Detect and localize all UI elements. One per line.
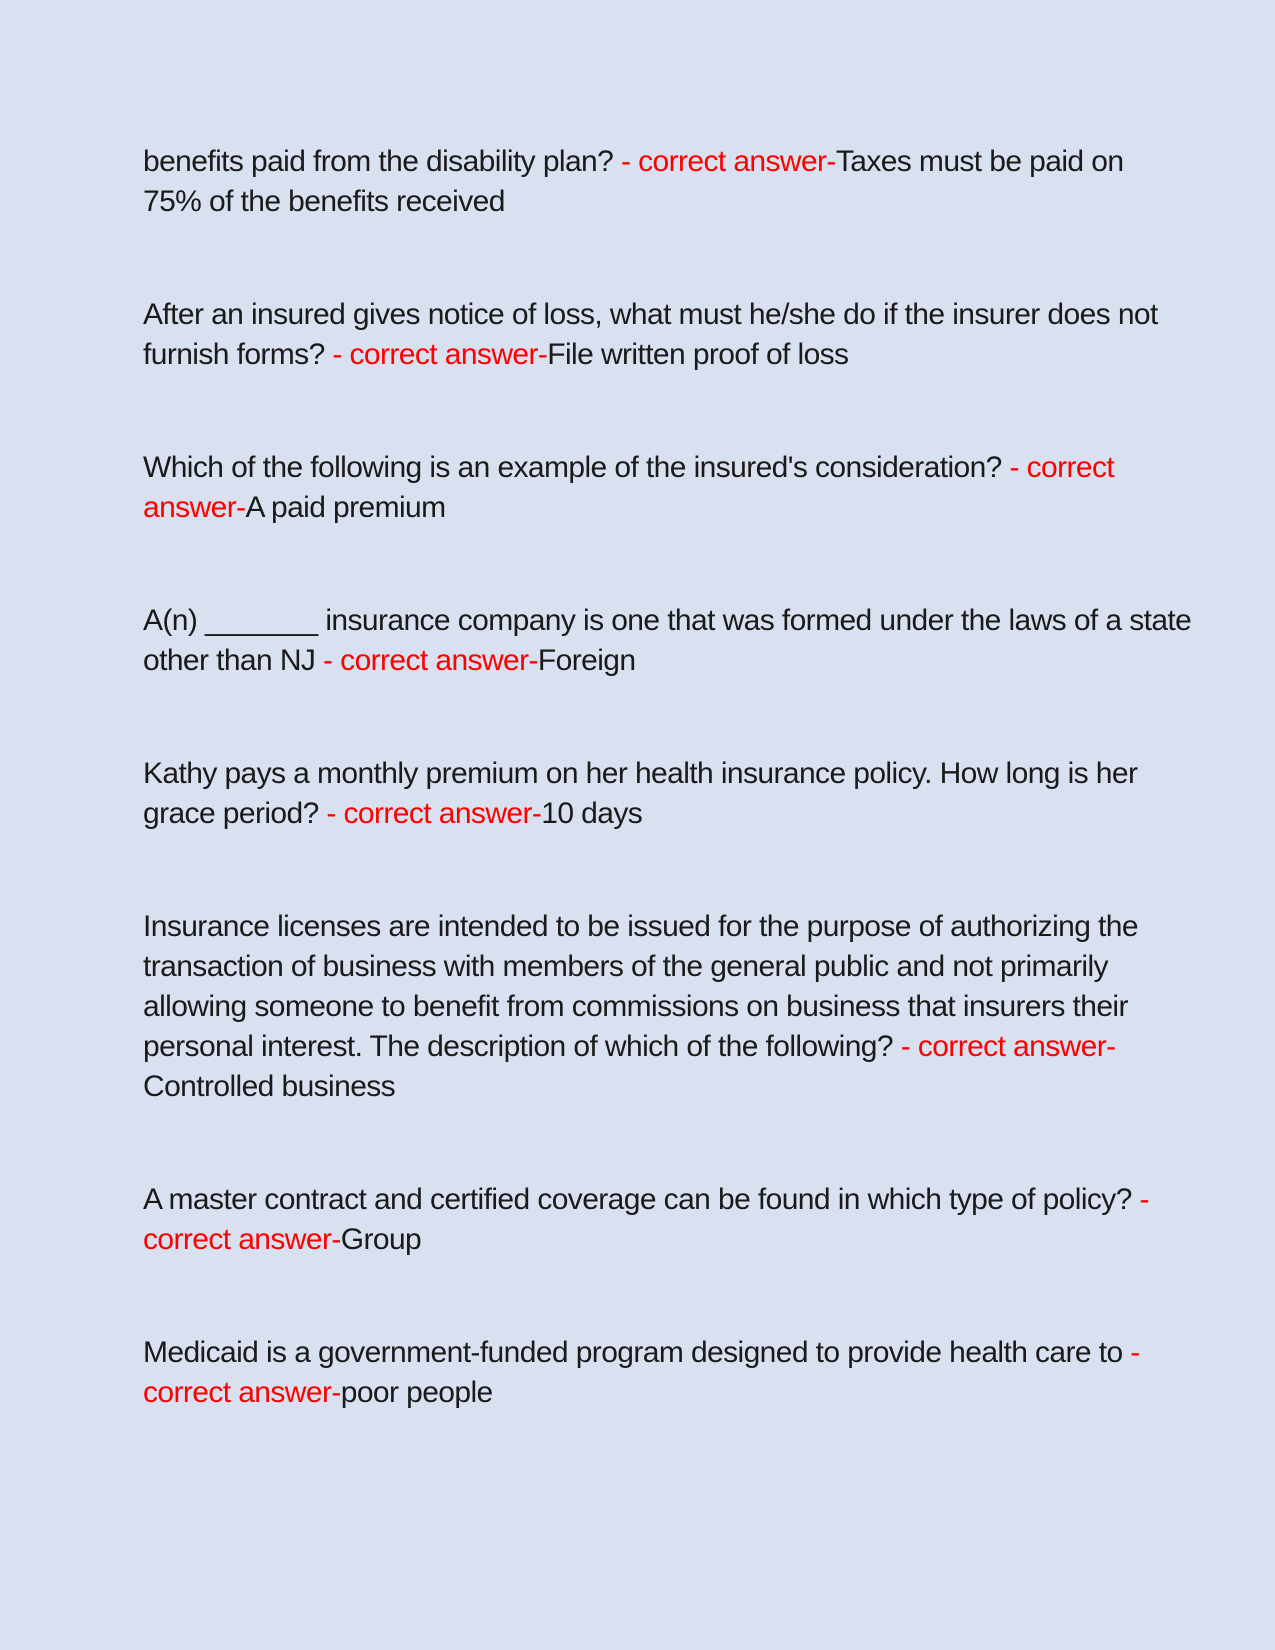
correct-answer-marker: - bbox=[1130, 1336, 1140, 1369]
answer-text: Foreign bbox=[537, 644, 636, 677]
text-line bbox=[143, 335, 1143, 375]
question-text: allowing someone to benefit from commissions on business that insurers their bbox=[143, 990, 1128, 1023]
answer-text: Taxes must be paid on bbox=[835, 145, 1124, 178]
answer-text: Controlled business bbox=[143, 1070, 396, 1103]
text-line bbox=[143, 947, 1143, 987]
question-text: transaction of business with members of the general public and not primarily bbox=[143, 950, 1108, 983]
document-body bbox=[143, 142, 1192, 1486]
question-text: other than NJ bbox=[143, 644, 324, 677]
correct-answer-marker: - correct answer- bbox=[326, 797, 542, 830]
qa-paragraph bbox=[143, 907, 1143, 1107]
answer-text: Group bbox=[340, 1223, 422, 1256]
question-text: Kathy pays a monthly premium on her health insurance policy. How long is her bbox=[143, 757, 1138, 790]
correct-answer-marker: - correct answer- bbox=[323, 644, 538, 677]
question-text: personal interest. The description of which of the following? bbox=[143, 1030, 901, 1063]
text-line bbox=[143, 1373, 1143, 1413]
text-line bbox=[143, 1067, 1143, 1107]
question-text: Insurance licenses are intended to be issued for the purpose of authorizing the bbox=[143, 910, 1138, 943]
correct-answer-marker: correct answer- bbox=[143, 1223, 341, 1256]
text-line bbox=[143, 488, 1143, 528]
qa-paragraph bbox=[143, 1333, 1143, 1413]
question-text: A master contract and certified coverage can be found in which type of policy? bbox=[143, 1183, 1140, 1216]
correct-answer-marker: answer- bbox=[143, 491, 246, 524]
qa-paragraph bbox=[143, 1180, 1149, 1260]
answer-text: 75% of the benefits received bbox=[143, 185, 505, 218]
text-line bbox=[143, 1220, 1143, 1260]
question-text: furnish forms? bbox=[143, 338, 333, 371]
correct-answer-marker: correct answer- bbox=[143, 1376, 341, 1409]
answer-text: poor people bbox=[340, 1376, 493, 1409]
correct-answer-marker: - correct answer- bbox=[620, 145, 836, 178]
answer-text: File written proof of loss bbox=[547, 338, 849, 371]
text-line bbox=[143, 794, 1143, 834]
correct-answer-marker: - bbox=[1139, 1183, 1149, 1216]
text-line bbox=[143, 1027, 1143, 1067]
text-line bbox=[143, 987, 1143, 1027]
question-text: grace period? bbox=[143, 797, 327, 830]
answer-text: A paid premium bbox=[245, 491, 446, 524]
text-line bbox=[143, 295, 1158, 335]
text-line bbox=[143, 754, 1143, 794]
answer-text: 10 days bbox=[541, 797, 643, 830]
text-line bbox=[143, 1333, 1143, 1373]
correct-answer-marker: - correct bbox=[1009, 451, 1115, 484]
text-line bbox=[143, 641, 1143, 681]
text-line bbox=[143, 448, 1143, 488]
correct-answer-marker: - correct answer- bbox=[900, 1030, 1116, 1063]
question-text: benefits paid from the disability plan? bbox=[143, 145, 621, 178]
question-text: Which of the following is an example of the insured's consideration? bbox=[143, 451, 1010, 484]
question-text: Medicaid is a government-funded program designed to provide health care to bbox=[143, 1336, 1131, 1369]
text-line bbox=[143, 182, 1143, 222]
question-text: A(n) _______ insurance company is one that was formed under the laws of a state bbox=[143, 604, 1192, 637]
qa-paragraph bbox=[143, 142, 1143, 222]
question-text: After an insured gives notice of loss, what must he/she do if the insurer does not bbox=[143, 298, 1158, 331]
qa-paragraph bbox=[143, 601, 1192, 681]
correct-answer-marker: - correct answer- bbox=[332, 338, 548, 371]
text-line bbox=[143, 907, 1143, 947]
text-line bbox=[143, 142, 1143, 182]
qa-paragraph bbox=[143, 754, 1143, 834]
qa-paragraph bbox=[143, 448, 1143, 528]
text-line bbox=[143, 1180, 1149, 1220]
text-line bbox=[143, 601, 1192, 641]
qa-paragraph bbox=[143, 295, 1158, 375]
